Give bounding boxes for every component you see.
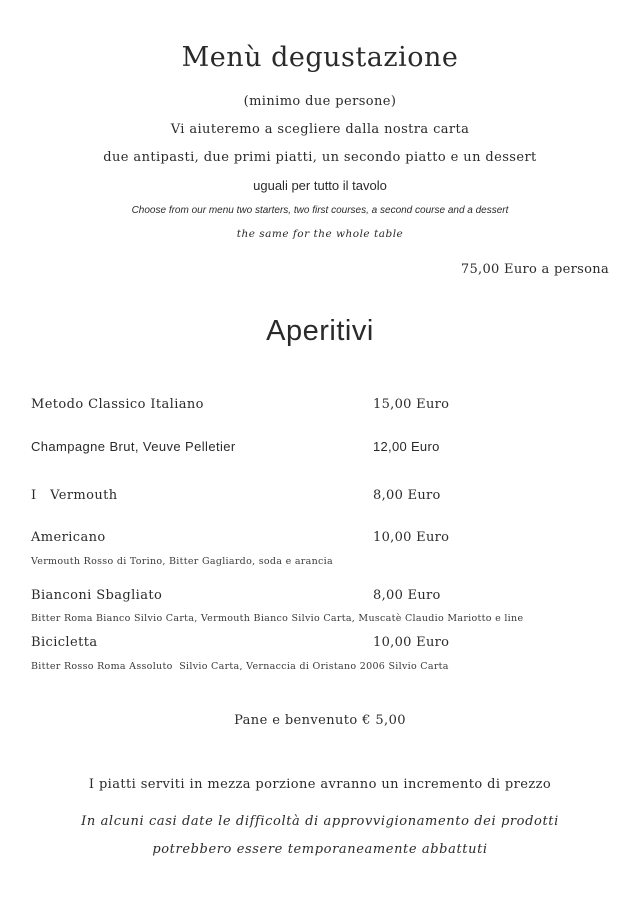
degustazione-line-1: Vi aiuteremo a scegliere dalla nostra carta [170, 122, 470, 137]
degustazione-english-2: the same for the whole table [236, 228, 404, 240]
menu-item-name: Bianconi Sbagliato [31, 588, 163, 603]
menu-item-name: Bicicletta [31, 635, 98, 650]
degustazione-title: Menù degustazione [181, 42, 459, 73]
aperitivi-title: Aperitivi [266, 315, 374, 347]
menu-item-name: I Vermouth [31, 488, 118, 503]
supply-note-line-2: potrebbero essere temporaneamente abbattuti [152, 842, 488, 857]
degustazione-min-people: (minimo due persone) [243, 94, 397, 109]
half-portion-note: I piatti serviti in mezza porzione avranno un incremento di prezzo [88, 777, 552, 792]
menu-item-name: Americano [31, 530, 106, 545]
degustazione-price: 75,00 Euro a persona [460, 262, 609, 277]
menu-item-price: 8,00 Euro [373, 588, 441, 603]
menu-item-price: 10,00 Euro [373, 635, 450, 650]
degustazione-line-2: due antipasti, due primi piatti, un secondo piatto e un dessert [103, 150, 537, 165]
degustazione-line-3: uguali per tutto il tavolo [253, 178, 387, 193]
supply-note-line-1: In alcuni casi date le difficoltà di approvvigionamento dei prodotti [81, 814, 559, 829]
menu-item-price: 10,00 Euro [373, 530, 450, 545]
menu-item-name: Champagne Brut, Veuve Pelletier [31, 439, 236, 454]
menu-item-description: Vermouth Rosso di Torino, Bitter Gagliardo, soda e arancia [31, 556, 333, 567]
degustazione-english-1: Choose from our menu two starters, two first courses, a second course and a dessert [131, 205, 509, 216]
menu-item-price: 12,00 Euro [373, 439, 440, 454]
menu-item-name: Metodo Classico Italiano [31, 397, 204, 412]
menu-item-price: 8,00 Euro [373, 488, 441, 503]
menu-item-description: Bitter Rosso Roma Assoluto Silvio Carta, Vernaccia di Oristano 2006 Silvio Carta [31, 661, 449, 672]
bread-price: Pane e benvenuto € 5,00 [234, 713, 406, 728]
menu-item-price: 15,00 Euro [373, 397, 450, 412]
menu-item-description: Bitter Roma Bianco Silvio Carta, Vermouth Bianco Silvio Carta, Muscatè Claudio Mariotto e line [31, 613, 524, 624]
